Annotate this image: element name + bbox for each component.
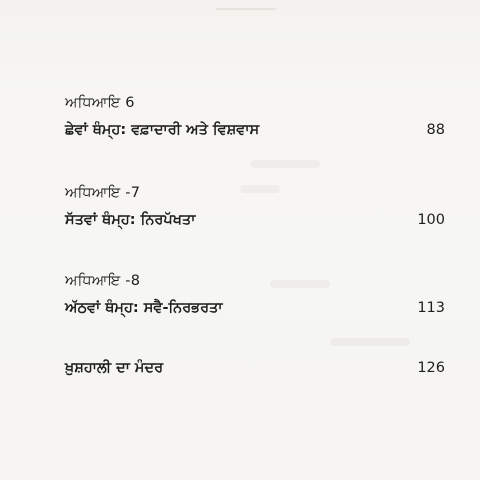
toc-entry-title: ਸੱਤਵਾਂ ਥੰਮ੍ਹ: ਨਿਰਪੱਖਤਾ bbox=[65, 212, 196, 228]
chapter-heading: ਅਧਿਆਇ -7 bbox=[65, 185, 141, 201]
toc-entry-page-number: 100 bbox=[417, 212, 445, 228]
toc-entry bbox=[65, 300, 445, 322]
toc-entry-title: ਖ਼ੁਸ਼ਹਾਲੀ ਦਾ ਮੰਦਰ bbox=[65, 360, 164, 376]
toc-entry-page-number: 88 bbox=[426, 122, 445, 138]
chapter-heading: ਅਧਿਆਇ -8 bbox=[65, 273, 141, 289]
toc-entry-title: ਅੱਠਵਾਂ ਥੰਮ੍ਹ: ਸਵੈ-ਨਿਰਭਰਤਾ bbox=[65, 300, 223, 316]
toc-entry-page-number: 113 bbox=[417, 300, 445, 316]
toc-entry bbox=[65, 122, 445, 144]
page-edge-mark bbox=[216, 8, 276, 10]
toc-entry bbox=[65, 360, 445, 382]
show-through-mark bbox=[330, 338, 410, 346]
chapter-heading: ਅਧਿਆਇ 6 bbox=[65, 95, 135, 111]
toc-entry-page-number: 126 bbox=[417, 360, 445, 376]
toc-entry-title: ਛੇਵਾਂ ਥੰਮ੍ਹ: ਵਫ਼ਾਦਾਰੀ ਅਤੇ ਵਿਸ਼ਵਾਸ bbox=[65, 122, 260, 138]
toc-entry bbox=[65, 212, 445, 234]
show-through-mark bbox=[250, 160, 320, 168]
